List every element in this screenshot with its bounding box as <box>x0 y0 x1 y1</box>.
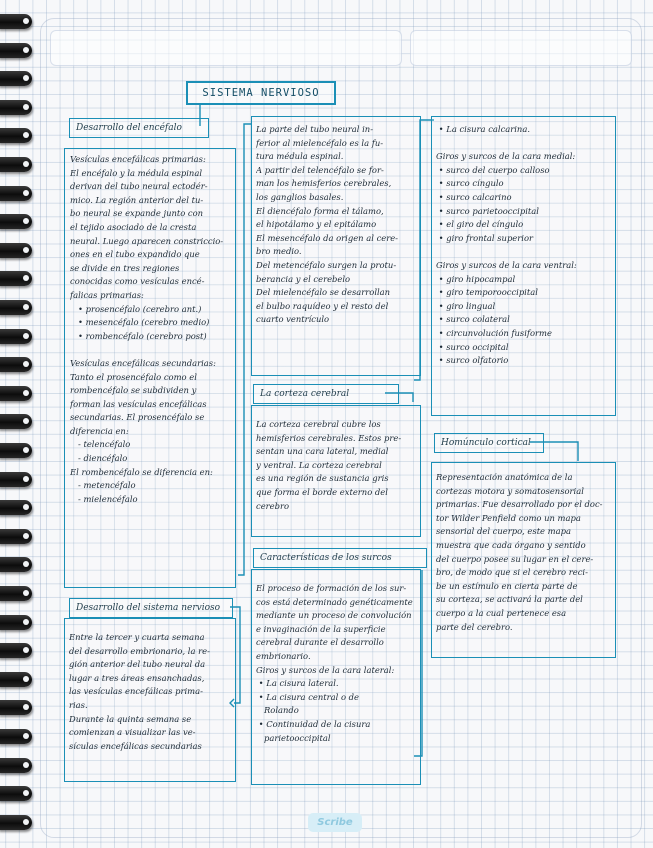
spiral-ring <box>0 243 32 258</box>
spiral-ring <box>0 729 32 744</box>
text-line: Del metencéfalo surgen la protu- <box>256 259 397 270</box>
text-line: • rombencéfalo (cerebro post) <box>70 330 207 341</box>
text-line: Entre la tercer y cuarta semana <box>69 632 205 642</box>
spiral-ring <box>0 472 32 487</box>
spiral-ring <box>0 386 32 401</box>
text-line: cuarto ventrículo <box>256 314 330 325</box>
text-line: • Continuidad de la cisura <box>256 718 371 729</box>
text-line: Del mielencéfalo se desarrollan <box>256 287 391 298</box>
text-line: Representación anatómica de la <box>436 472 573 482</box>
text-line: e invaginación de la superficie <box>256 623 386 634</box>
text-line: Giros y surcos de la cara lateral: <box>256 664 395 675</box>
spiral-ring <box>0 214 32 229</box>
box-tubo-neural <box>251 116 421 376</box>
spiral-ring <box>0 557 32 572</box>
text-line <box>70 343 232 357</box>
text-line: sículas encefálicas secundarias <box>69 740 202 751</box>
text-line: Rolando <box>256 705 299 716</box>
text-line: hemisferios cerebrales. Estos pre- <box>256 432 402 443</box>
box-desarrollo-encefalo <box>64 148 236 588</box>
heading-homunculo: Homúnculo cortical <box>434 433 544 453</box>
text-line: El rombencéfalo se diferencia en: <box>70 466 213 477</box>
text-line: El diencéfalo forma el tálamo, <box>256 205 384 216</box>
text-line: cerebro <box>256 500 290 511</box>
spiral-ring <box>0 758 32 773</box>
spiral-ring <box>0 500 32 515</box>
header-strip-left <box>50 30 402 66</box>
text-line: falicas primarias: <box>70 289 144 300</box>
text-line: que forma el borde externo del <box>256 486 388 497</box>
text-line: comienzan a visualizar las ve- <box>69 727 196 738</box>
heading-surcos: Características de los surcos <box>253 548 427 568</box>
text-line: be un estímulo en cierta parte de <box>436 580 578 591</box>
text-line: bro medio. <box>256 246 302 257</box>
spiral-ring <box>0 615 32 630</box>
text-line: los ganglios basales. <box>256 191 344 202</box>
text-line: • giro frontal superior <box>436 232 533 243</box>
text-surcos <box>256 582 418 745</box>
text-line: primarias. Fue desarrollado por el doc- <box>436 499 603 510</box>
text-line: ones en el tubo expandido que <box>70 249 200 260</box>
text-line: el tejido asociado de la cresta <box>70 221 197 232</box>
text-line: diferencia en: <box>70 425 129 436</box>
text-line: Giros y surcos de la cara ventral: <box>436 259 577 270</box>
text-line: sensorial del cuerpo, este mapa <box>436 526 571 537</box>
spiral-ring <box>0 815 32 830</box>
text-line: parietooccipital <box>256 732 331 743</box>
text-line <box>436 137 614 151</box>
arrow-sistema <box>228 598 248 708</box>
arrow-homunculo <box>530 425 590 465</box>
text-line: gión anterior del tubo neural da <box>69 659 206 670</box>
text-line: Vesículas encefálicas primarias: <box>70 154 206 164</box>
spiral-ring <box>0 786 32 801</box>
spiral-ring <box>0 43 32 58</box>
spiral-ring <box>0 357 32 372</box>
text-line: man los hemisferios cerebrales, <box>256 178 392 189</box>
text-line: muestra que cada órgano y sentido <box>436 539 586 550</box>
text-line: - mielencéfalo <box>70 493 138 504</box>
spiral-ring <box>0 529 32 544</box>
text-line: A partir del telencéfalo se for- <box>256 164 384 175</box>
text-line: - telencéfalo <box>70 439 131 450</box>
box-giros <box>431 116 616 416</box>
text-line: el bulbo raquídeo y el resto del <box>256 300 389 311</box>
text-line: mediante un proceso de convolución <box>256 610 412 621</box>
text-line: El mesencéfalo da origen al cere- <box>256 232 399 243</box>
text-corteza <box>256 418 418 513</box>
text-line: • circunvolución fusiforme <box>436 327 552 338</box>
spiral-ring <box>0 271 32 286</box>
text-line: rias. <box>69 699 88 710</box>
spiral-ring <box>0 186 32 201</box>
text-line: • surco parietooccipital <box>436 205 539 216</box>
text-line: conocidas como vesículas encé- <box>70 276 205 287</box>
text-line: tura médula espinal. <box>256 151 344 162</box>
text-line: La parte del tubo neural in- <box>256 124 374 134</box>
text-line: Durante la quinta semana se <box>69 713 192 724</box>
spiral-ring <box>0 300 32 315</box>
text-line: • mesencéfalo (cerebro medio) <box>70 317 210 328</box>
text-line: • surco occipital <box>436 341 509 352</box>
text-line: es una región de sustancia gris <box>256 473 389 484</box>
text-line: • La cisura calcarina. <box>436 124 530 134</box>
text-line: • surco del cuerpo calloso <box>436 164 550 175</box>
text-line: forman las vesículas encefálicas <box>70 398 207 409</box>
text-line: rombencéfalo se subdividen y <box>70 385 197 396</box>
text-line: derivan del tubo neural ectodér- <box>70 181 208 192</box>
text-desarrollo-sistema <box>69 631 231 753</box>
box-surcos <box>251 569 421 785</box>
text-line: y ventral. La corteza cerebral <box>256 459 382 470</box>
box-homunculo <box>431 462 616 658</box>
text-line: • giro lingual <box>436 300 496 311</box>
spiral-binding <box>0 0 40 848</box>
page-title: SISTEMA NERVIOSO <box>186 81 336 105</box>
text-line: Giros y surcos de la cara medial: <box>436 151 576 162</box>
text-line: cortezas motora y somatosensorial <box>436 485 584 496</box>
text-line: bro, de modo que si el cerebro reci- <box>436 567 588 578</box>
text-line: • el giro del cíngulo <box>436 219 524 230</box>
heading-desarrollo-encefalo: Desarrollo del encéfalo <box>69 118 209 138</box>
text-line: El encéfalo y la médula espinal <box>70 167 203 178</box>
text-tubo-neural <box>256 123 418 327</box>
text-line: Tanto el prosencéfalo como el <box>70 371 197 382</box>
text-line: cuerpo a la cual pertenece esa <box>436 607 567 618</box>
spiral-ring <box>0 443 32 458</box>
text-line: • surco olfatorio <box>436 355 509 366</box>
text-line: el hipotálamo y el epitálamo <box>256 219 377 230</box>
heading-desarrollo-sistema: Desarrollo del sistema nervioso <box>69 598 233 618</box>
text-line: • giro temporooccipital <box>436 287 538 298</box>
text-line: las vesículas encefálicas prima- <box>69 686 203 697</box>
text-line: • prosencéfalo (cerebro ant.) <box>70 303 202 314</box>
spiral-ring <box>0 700 32 715</box>
spiral-ring <box>0 586 32 601</box>
text-line: cerebral durante el desarrollo <box>256 637 384 648</box>
text-line: del desarrollo embrionario, la re- <box>69 645 210 656</box>
text-line: • surco colateral <box>436 314 510 325</box>
text-line <box>436 245 614 259</box>
text-line: ferior al mielencéfalo es la fu- <box>256 137 384 148</box>
box-desarrollo-sistema <box>64 618 236 782</box>
header-strip-right <box>410 30 632 66</box>
text-giros <box>436 123 614 368</box>
text-line: se divide en tres regiones <box>70 262 180 273</box>
text-line: sentan una cara lateral, medial <box>256 446 389 457</box>
text-line: parte del cerebro. <box>436 621 513 632</box>
spiral-ring <box>0 414 32 429</box>
spiral-ring <box>0 643 32 658</box>
text-line: su corteza, se activará la parte del <box>436 594 583 605</box>
box-corteza <box>251 405 421 537</box>
spiral-ring <box>0 128 32 143</box>
text-line: del cuerpo posee su lugar en el cere- <box>436 553 594 564</box>
text-line: El proceso de formación de los sur- <box>256 583 407 593</box>
heading-corteza: La corteza cerebral <box>253 384 399 404</box>
text-line: - metencéfalo <box>70 480 136 491</box>
text-line: La corteza cerebral cubre los <box>256 419 381 429</box>
scribe-logo: Scribe <box>308 813 362 832</box>
text-line: bo neural se expande junto con <box>70 208 204 219</box>
spiral-ring <box>0 329 32 344</box>
text-line: • giro hipocampal <box>436 273 516 284</box>
text-line: neural. Luego aparecen constriccio- <box>70 235 224 246</box>
arrow-corteza <box>385 384 425 404</box>
text-line: secundarias. El prosencéfalo se <box>70 412 205 423</box>
text-line: embrionario. <box>256 650 311 661</box>
spiral-ring <box>0 100 32 115</box>
text-line: • La cisura lateral. <box>256 678 339 689</box>
text-line: lugar a tres áreas ensanchadas, <box>69 672 205 683</box>
text-line: Vesículas encefálicas secundarias: <box>70 357 216 368</box>
spiral-ring <box>0 672 32 687</box>
text-homunculo <box>436 471 614 634</box>
text-line: • surco cíngulo <box>436 178 504 189</box>
spiral-ring <box>0 157 32 172</box>
text-line: - diencéfalo <box>70 453 128 464</box>
text-line: mico. La región anterior del tu- <box>70 194 204 205</box>
spiral-ring <box>0 14 32 29</box>
text-line: tor Wilder Penfield como un mapa <box>436 512 581 523</box>
text-line: berancia y el cerebelo <box>256 273 351 284</box>
spiral-ring <box>0 71 32 86</box>
text-line: cos está determinado genéticamente <box>256 596 413 607</box>
text-line: • La cisura central o de <box>256 691 359 702</box>
text-desarrollo-encefalo <box>70 153 232 506</box>
text-line: • surco calcarino <box>436 191 512 202</box>
